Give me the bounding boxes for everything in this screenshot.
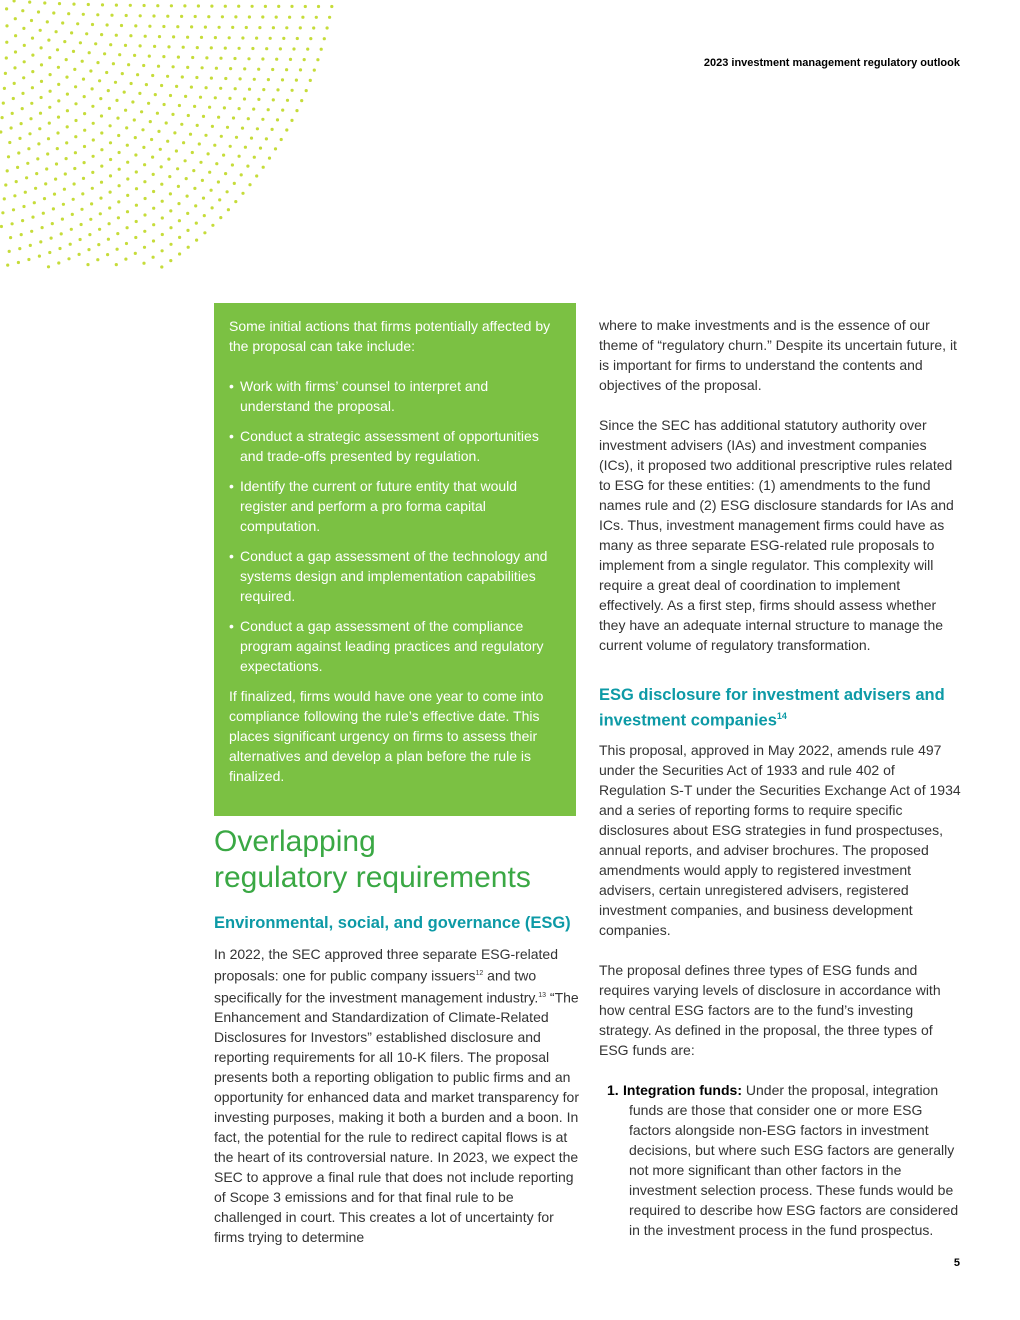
document-title: 2023 investment management regulatory outlook bbox=[703, 57, 960, 69]
esg-disclosure-heading: ESG disclosure for investment advisers and investment companies$^{14}$ bbox=[599, 686, 945, 730]
page-number: 5 bbox=[953, 1257, 960, 1269]
callout-outro: If finalized, firms would have one year to come into compliance following the rule’s effective date. This places significant urgency on firms to assess their alternatives and develop a plan before the rule is finalized. bbox=[229, 688, 544, 784]
left-column-text bbox=[214, 913, 582, 1247]
list-item-text: Under the proposal, integration funds are those that consider one or more ESG factors alongside non-ESG factors in investment decisions, but where such ESG factors are generally not more significant than other factors in the investment selection process. These funds would be required to describe how ESG factors are considered in the investment process in the fund prospectus. bbox=[629, 1081, 959, 1238]
esg-subheading: Environmental, social, and governance (ESG) bbox=[214, 914, 571, 932]
fund-types-list bbox=[599, 1080, 963, 1240]
right-column bbox=[599, 315, 963, 1240]
list-item-number: 1. bbox=[607, 1081, 619, 1098]
action-items-callout bbox=[214, 303, 576, 816]
section-title bbox=[214, 824, 584, 896]
section-title-line: regulatory requirements bbox=[214, 861, 531, 894]
list-item bbox=[599, 1080, 963, 1240]
footnote-ref: 14 bbox=[776, 711, 787, 721]
esg-paragraph: In 2022, the SEC approved three separate ESG-related proposals: one for public company issuers$^{12}$ and two specifically for the investment management industry.$^{13}$ “The Enhancement and Standardization of Climate-Related Disclosures for Investors” established disclosure and reporting requirements for all 10-K filers. The proposal presents both a reporting obligation to public firms and an opportunity for enhanced data and market transparency for investing purposes, making it both a burden and a boon. In fact, the potential for the rule to redirect capital flows is at the heart of its controversial nature. In 2023, we expect the SEC to approve a final rule that does not include reporting of Scope 3 emissions and for that final rule to be challenged in court. This creates a lot of uncertainty for firms trying to determine bbox=[214, 946, 579, 1246]
callout-intro: Some initial actions that firms potentially affected by the proposal can take include: bbox=[229, 318, 551, 354]
decorative-dot-arcs bbox=[0, 0, 345, 270]
footnote-ref: 13 bbox=[538, 991, 547, 999]
callout-bullet: • Identify the current or future entity that would register and perform a pro forma capital computation. bbox=[229, 476, 562, 536]
callout-bullet: • Conduct a strategic assessment of opportunities and trade-offs presented by regulation. bbox=[229, 426, 562, 466]
section-title-line: Overlapping bbox=[214, 825, 376, 858]
footnote-ref: 12 bbox=[475, 970, 484, 977]
continued-paragraph: where to make investments and is the essence of our theme of “regulatory churn.” Despite its uncertain future, it is important for firms to understand the contents and objectives of the proposal. bbox=[599, 317, 957, 393]
statutory-authority-paragraph: Since the SEC has additional statutory authority over investment advisers (IAs) and investment companies (ICs), it proposed two additional prescriptive rules related to ESG for these entities: (1) amendments to the fund names rule and (2) ESG disclosure standards for IAs and ICs. Thus, investment management firms could have as many as three separate ESG-related rule proposals to implement from a single regulator. This complexity will require a great deal of coordination to implement effectively. As a first step, firms should assess whether they have an adequate internal structure to manage the current volume of regulatory transformation. bbox=[599, 417, 954, 653]
callout-bullet-list bbox=[229, 376, 562, 676]
fund-types-paragraph: The proposal defines three types of ESG funds and requires varying levels of disclosure in accordance with how central ESG factors are to the fund’s investing strategy. As defined in the proposal, the three types of ESG funds are: bbox=[599, 961, 941, 1058]
callout-bullet: • Conduct a gap assessment of the technology and systems design and implementation capabilities required. bbox=[229, 546, 562, 606]
list-item-term: Integration funds: bbox=[623, 1081, 742, 1098]
callout-bullet: • Work with firms’ counsel to interpret and understand the proposal. bbox=[229, 376, 562, 416]
proposal-paragraph: This proposal, approved in May 2022, amends rule 497 under the Securities Act of 1933 and rule 402 of Regulation S-T under the Securities Exchange Act of 1934 and a series of reporting forms to require specific disclosures about ESG strategies in fund prospectuses, annual reports, and adviser brochures. The proposed amendments would apply to registered investment advisers, certain unregistered advisers, registered investment companies, and business development companies. bbox=[599, 741, 961, 938]
callout-bullet: • Conduct a gap assessment of the compliance program against leading practices and regulatory expectations. bbox=[229, 616, 562, 676]
